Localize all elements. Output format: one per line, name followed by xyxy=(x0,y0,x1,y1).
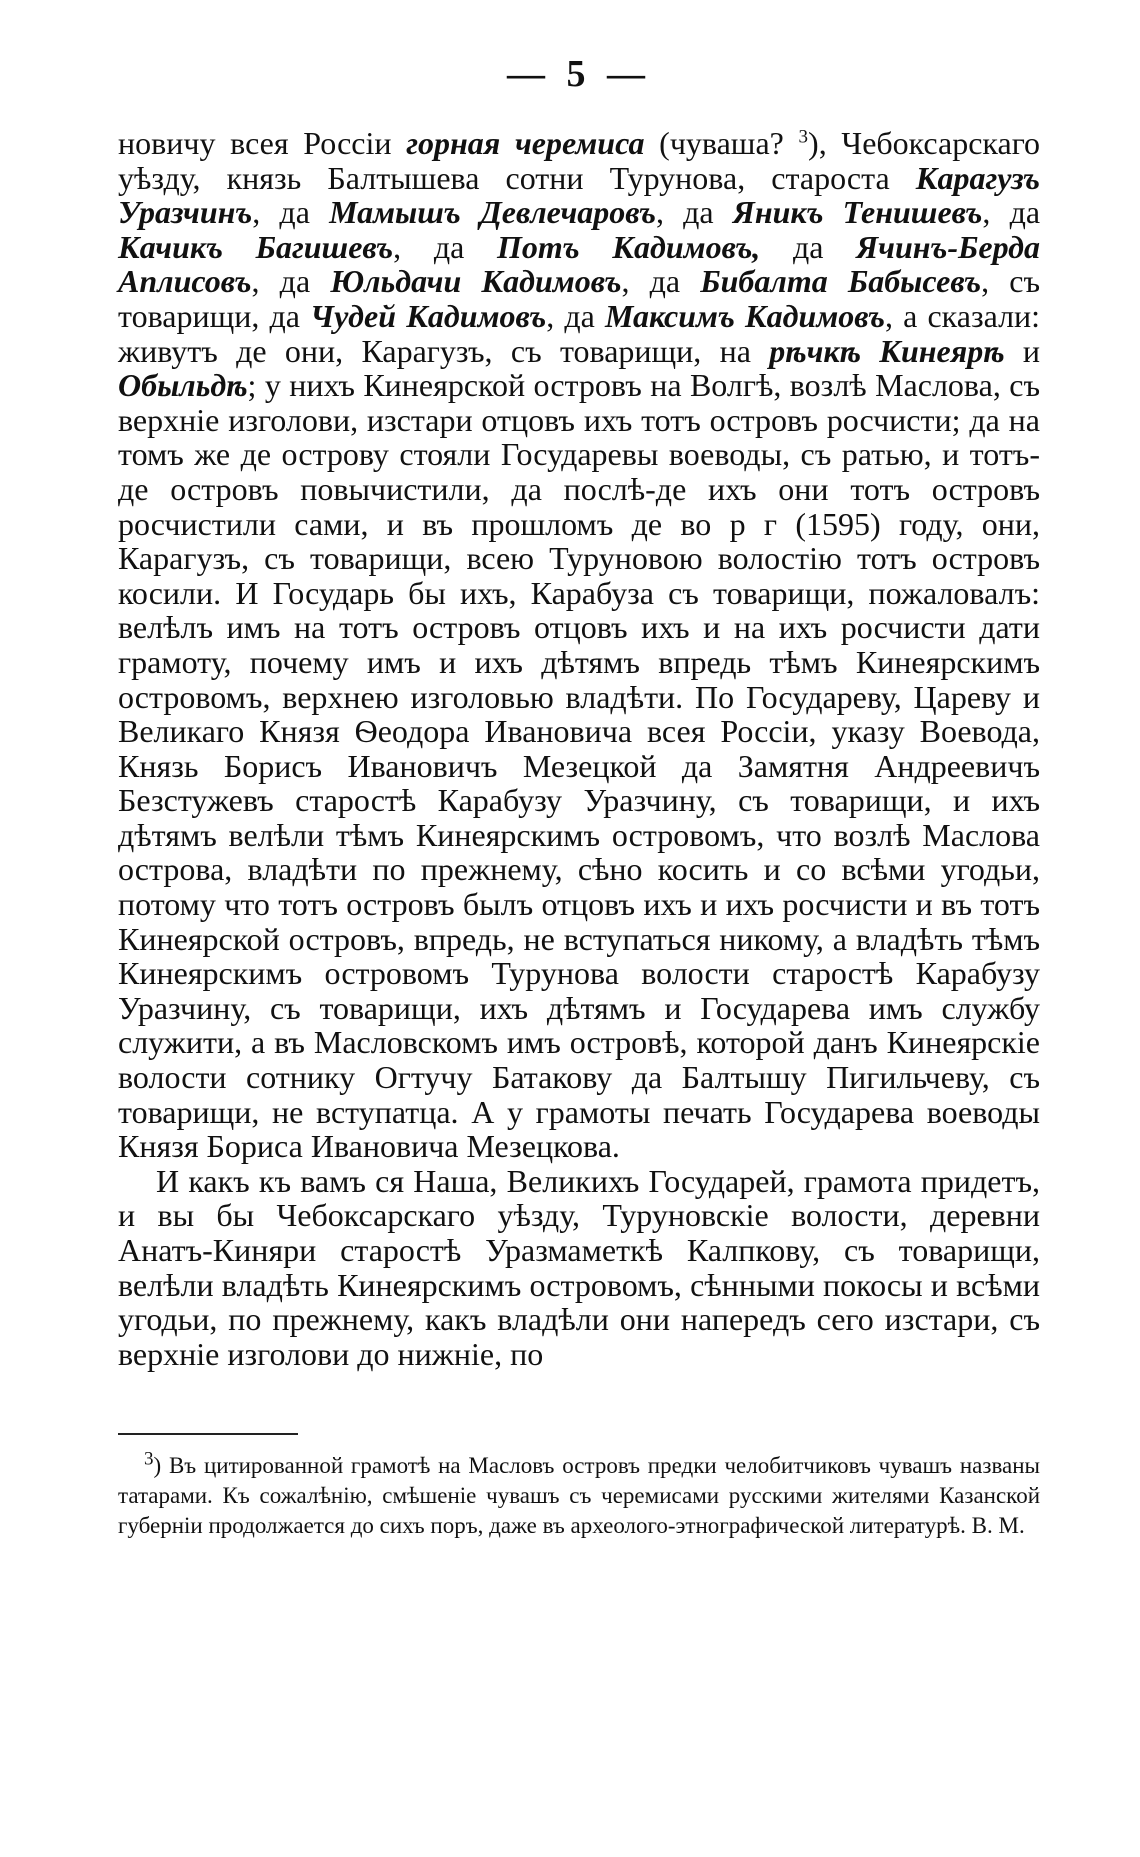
text-run: , съ товарищи, да xyxy=(118,263,1041,334)
text-run: (чуваша? xyxy=(644,125,799,161)
text-run: новичу всея Россіи xyxy=(118,125,407,161)
emphasized-name: Юльдачи Кадимовъ xyxy=(330,263,622,300)
text-run: ), Чебоксарскаго уѣзду, князь Балтышева сотни Турунова, староста xyxy=(118,125,1041,196)
emphasized-name: рѣчкѣ Кинеярѣ xyxy=(769,332,1005,369)
text-run: , да xyxy=(655,194,733,231)
text-run: ; у нихъ Кинеярской островъ на Волгѣ, возлѣ Маслова, съ верхніе изголови, изстари отцовъ ихъ тотъ островъ росчисти; да на томъ же де острову стояли Государевы воеводы, съ ратью, и тотъ-де островъ повычистили, да послѣ-де ихъ они тотъ островъ росчистили сами, и въ прошломъ де во р г (1595) году, они, Карагузъ, съ товарищи, всею Туруновою волостію тотъ островъ косили. И Государь бы ихъ, Карабуза съ товарищи, пожаловалъ: велѣлъ имъ на тотъ островъ отцовъ ихъ и на ихъ росчисти дати грамоту, почему имъ и ихъ дѣтямъ впредь тѣмъ Кинеярскимъ островомъ, верхнею изголовью владѣти. По Государеву, Цареву и Великаго Князя Ѳеодора Ивановича всея Россіи, указу Воевода, Князь Борисъ Ивановичъ Мезецкой да Замятня Андреевичъ Безстужевъ старостѣ Карабузу Уразчину, съ товарищи, и ихъ дѣтямъ велѣли тѣмъ Кинеярскимъ островомъ, что возлѣ Маслова острова, владѣти по прежнему, сѣно косить и со всѣми угодьи, потому что тотъ островъ былъ отцовъ ихъ и ихъ росчисти и въ тотъ Кинеярской островъ, впредь, не вступаться никому, а владѣть тѣмъ Кинеярскимъ островомъ Турунова волости старостѣ Карабузу Уразчину, съ товарищи, ихъ дѣтямъ и Государева имъ службу служити, а въ Масловскомъ имъ островѣ, которой данъ Кинеярскіе волости сотнику Огтучу Батакову да Балтышу Пигильчеву, съ товарищи, не вступатца. А у грамоты печать Государева воеводы Князя Бориса Ивановича Мезецкова. xyxy=(118,367,1040,1165)
emphasized-name: Карагузъ Уразчинъ xyxy=(118,159,1040,231)
emphasized-name: Мамышъ Девлечаровъ xyxy=(329,194,656,231)
text-run: , да xyxy=(393,228,497,265)
footnote xyxy=(118,1448,1040,1541)
page-number: — 5 — xyxy=(507,53,651,95)
text-run: и xyxy=(1004,332,1041,369)
footnote-text: ) Въ цитированной грамотѣ на Масловъ островъ предки челобитчиковъ чувашъ названы татарами. Къ сожалѣнію, смѣшеніе чувашъ съ черемисами русскими жителями Казанской губерніи продолжается до сихъ поръ, даже въ археолого-этнографической литературѣ. В. М. xyxy=(118,1453,1040,1539)
main-paragraph xyxy=(118,126,1040,1164)
text-run: , да xyxy=(546,297,606,334)
footnote-divider xyxy=(118,1433,298,1435)
text-run: , да xyxy=(251,263,331,300)
emphasized-name: Обыльдѣ xyxy=(118,367,248,404)
emphasized-name: Яникъ Тенишевъ xyxy=(732,194,983,231)
emphasized-name: Бибалта Бабысевъ xyxy=(700,263,982,300)
emphasized-name: Потъ Кадимовъ, xyxy=(496,228,761,265)
emphasized-name: Качикъ Багишевъ xyxy=(118,228,394,265)
text-run: И какъ къ вамъ ся Наша, Великихъ Государей, грамота придетъ, и вы бы Чебоксарскаго уѣзду, Туруновскіе волости, деревни Анатъ-Киняри старостѣ Уразмаметкѣ Калпкову, съ товарищи, велѣли владѣть Кинеярскимъ островомъ, сѣнными покосы и всѣми угодьи, по прежнему, какъ владѣли они напередъ сего изстари, съ верхніе изголови до нижніе, по xyxy=(118,1162,1040,1372)
text-run: , а сказали: живутъ де они, Карагузъ, съ товарищи, на xyxy=(118,297,1041,369)
footnote-marker: 3 xyxy=(144,1448,154,1470)
text-run: , да xyxy=(982,194,1041,231)
emphasized-name: Чудей Кадимовъ xyxy=(310,297,547,334)
text-run: , да xyxy=(252,194,330,231)
emphasized-name: горная черемиса xyxy=(406,125,645,161)
text-run: , да xyxy=(621,263,701,300)
text-run: да xyxy=(760,228,857,265)
footnote-reference: 3 xyxy=(798,126,809,148)
continuation-paragraph xyxy=(118,1164,1040,1372)
emphasized-name: Максимъ Кадимовъ xyxy=(605,297,885,334)
emphasized-name: Ячинъ-Берда Аплисовъ xyxy=(118,228,1041,300)
